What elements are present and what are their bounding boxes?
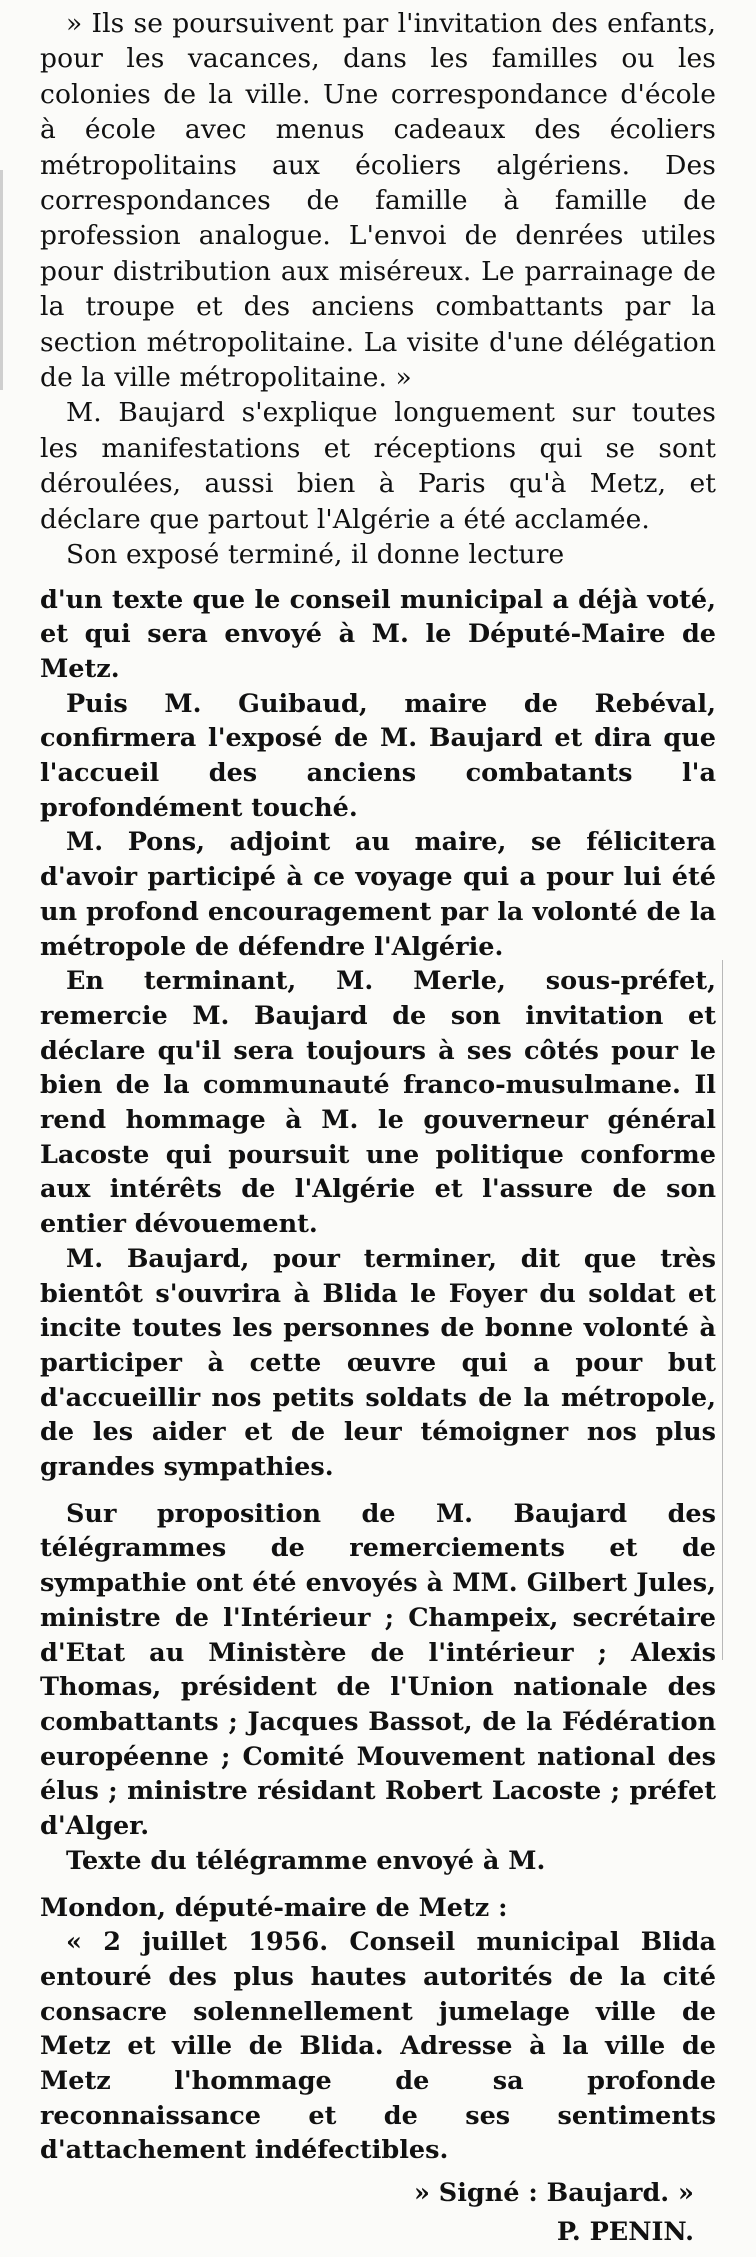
column-rule xyxy=(722,960,723,1660)
paragraph-merle: En terminant, M. Merle, sous-préfet, remercie M. Baujard de son invitation et déclare qu'il sera toujours à ses côtés pour le bien de la communauté franco-musulmane. Il rend hommage à M. le gouverneur général Lacoste qui poursuit une politique conforme aux intérêts de l'Algérie et l'assure de son entier dévouement. xyxy=(40,966,716,1240)
paragraph-telegrammes: Sur proposition de M. Baujard des télégrammes de remerciements et de sympathie ont été envoyés à MM. Gilbert Jules, ministre de l'Intérieur ; Champeix, secrétaire d'Etat au Ministère de l'intérieur ; Alexis Thomas, président de l'Union nationale des combattants ; Jacques Bassot, de la Fédération européenne ; Comité Mouvement national des élus ; ministre résidant Robert Lacoste ; préfet d'Alger. xyxy=(40,1498,716,1842)
paragraph-expose-termine: Son exposé terminé, il donne lecture xyxy=(66,539,565,571)
paragraph-baujard-explains: M. Baujard s'explique longuement sur toutes les manifestations et réceptions qui se sont déroulées, aussi bien à Paris qu'à Metz, et déclare que partout l'Algérie a été acclamée. xyxy=(40,397,716,535)
article-block-regular xyxy=(40,6,716,573)
paragraph-guibaud: Puis M. Guibaud, maire de Rebéval, confirmera l'exposé de M. Baujard et dira que l'accueil des anciens combatants l'a profondément touché. xyxy=(40,688,716,823)
paragraph-texte-telegramme: Texte du télégramme envoyé à M. xyxy=(66,1845,546,1876)
article-column xyxy=(40,6,716,2250)
paragraph-pons: M. Pons, adjoint au maire, se félicitera d'avoir participé à ce voyage qui a pour lui été un profond encouragement par la volonté de la métropole de défendre l'Algérie. xyxy=(40,827,716,962)
paragraph-foyer-soldat: M. Baujard, pour terminer, dit que très bientôt s'ouvrira à Blida le Foyer du soldat et incite toutes les personnes de bonne volonté à participer à cette œuvre qui a pour but d'accueillir nos petits soldats de la métropole, de les aider et de leur témoigner nos plus grandes sympathies. xyxy=(40,1243,716,1483)
paragraph-invitations: » Ils se poursuivent par l'invitation des enfants, pour les vacances, dans les familles ou les colonies de la ville. Une correspondance d'école à école avec menus cadeaux des écoliers métropolitains aux écoliers algériens. Des correspondances de famille à famille de profession analogue. L'envoi de denrées utiles pour distribution aux miséreux. Le parrainage de la troupe et des anciens combattants par la section métropolitaine. La visite d'une délégation de la ville métropolitaine. » xyxy=(40,8,716,394)
author-byline: P. PENIN. xyxy=(556,2216,694,2247)
paragraph-texte-conseil: d'un texte que le conseil municipal a déjà voté, et qui sera envoyé à M. le Député-Maire de Metz. xyxy=(40,584,716,684)
paragraph-mondon: Mondon, député-maire de Metz : xyxy=(40,1892,508,1923)
paragraph-telegram-body: « 2 juillet 1956. Conseil municipal Blida entouré des plus hautes autorités de la cité consacre solennellement jumelage ville de Metz et ville de Blida. Adresse à la ville de Metz l'hommage de sa profonde reconnaissance et de ses sentiments d'attachement indéfectibles. xyxy=(40,1927,716,2166)
scan-edge-mark xyxy=(0,170,3,390)
article-block-bold xyxy=(40,583,716,2250)
signature-line: » Signé : Baujard. » xyxy=(413,2178,694,2209)
